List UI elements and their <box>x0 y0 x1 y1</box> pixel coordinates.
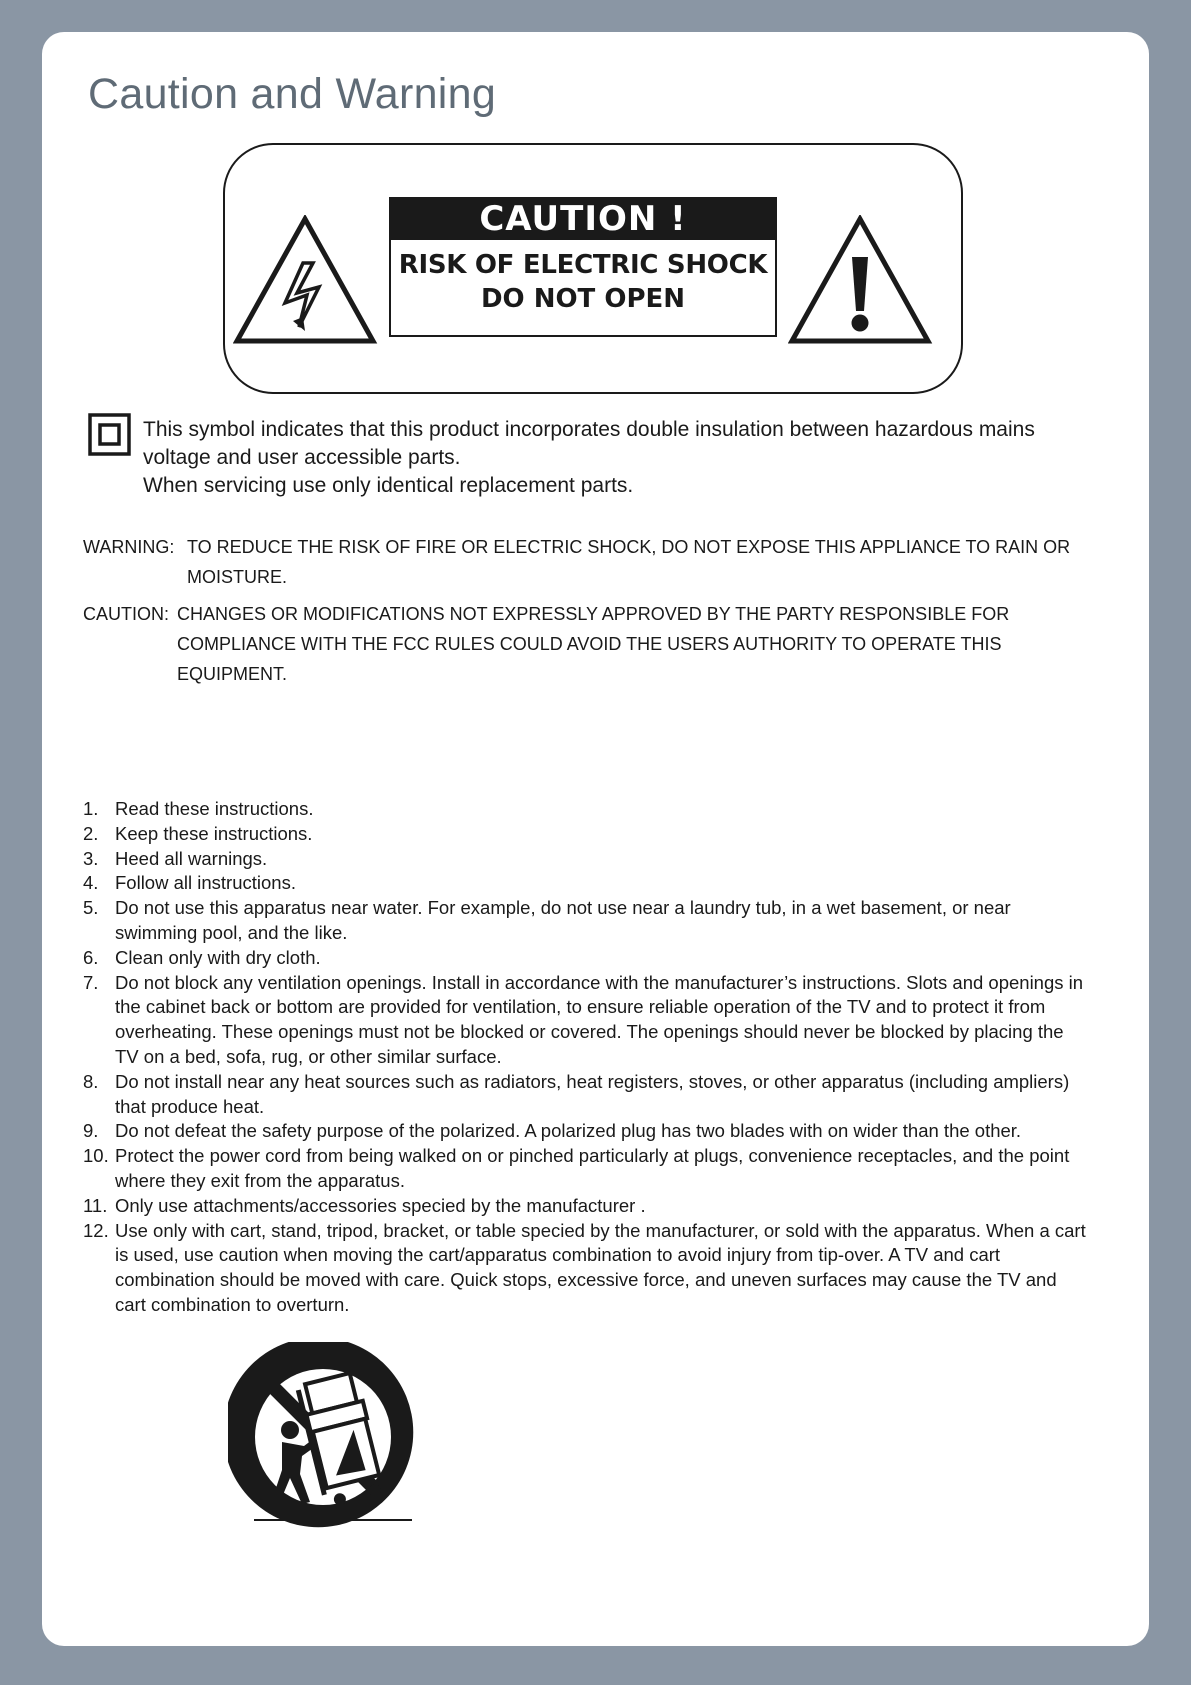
cart-tip-over-warning-icon <box>228 1342 418 1532</box>
instruction-number: 10. <box>83 1145 109 1167</box>
warning-notice <box>83 532 1093 592</box>
page-title: Caution and Warning <box>88 70 497 118</box>
double-insulation-text <box>143 416 1153 500</box>
exclamation-warning-icon <box>788 215 933 345</box>
instruction-item <box>83 1144 1088 1194</box>
caution-heading: CAUTION ! <box>391 199 775 240</box>
instruction-number: 3. <box>83 847 99 869</box>
instruction-item <box>83 946 1088 971</box>
instruction-number: 5. <box>83 897 99 919</box>
caution-notice-label: CAUTION: <box>83 604 170 624</box>
instruction-item <box>83 1119 1088 1144</box>
instruction-text: Clean only with dry cloth. <box>115 946 321 968</box>
warning-text: TO REDUCE THE RISK OF FIRE OR ELECTRIC SHOCK, DO NOT EXPOSE THIS APPLIANCE TO RAIN OR MOISTURE. <box>187 537 1071 587</box>
instruction-item <box>83 1219 1088 1318</box>
instruction-text: Protect the power cord from being walked on or pinched particularly at plugs, convenience receptacles, and the point where they exit from the apparatus. <box>115 1145 1070 1191</box>
instruction-number: 8. <box>83 1070 99 1092</box>
instruction-item <box>83 896 1088 946</box>
instruction-text: Keep these instructions. <box>115 822 313 844</box>
instruction-text: Do not defeat the safety purpose of the polarized. A polarized plug has two blades with on wider than the other. <box>115 1120 1022 1142</box>
safety-instructions-list <box>83 797 1088 1318</box>
instruction-item <box>83 822 1088 847</box>
instruction-item <box>83 971 1088 1070</box>
instruction-number: 2. <box>83 822 99 844</box>
instruction-text: Only use attachments/accessories specied by the manufacturer . <box>115 1194 646 1216</box>
instruction-number: 9. <box>83 1120 99 1142</box>
symbol-text-line-1: This symbol indicates that this product incorporates double insulation between hazardous mains voltage and user accessible parts. <box>143 418 1035 469</box>
caution-notice-text: CHANGES OR MODIFICATIONS NOT EXPRESSLY APPROVED BY THE PARTY RESPONSIBLE FOR COMPLIANCE WITH THE FCC RULES COULD AVOID THE USERS AUTHORITY TO OPERATE THIS EQUIPMENT. <box>177 604 1010 684</box>
instruction-item <box>83 1070 1088 1120</box>
instruction-text: Do not use this apparatus near water. For example, do not use near a laundry tub, in a wet basement, or near swimming pool, and the like. <box>115 897 1011 943</box>
warning-label: WARNING: <box>83 537 175 557</box>
instruction-number: 12. <box>83 1219 109 1241</box>
instruction-item <box>83 847 1088 872</box>
instruction-number: 11. <box>83 1194 108 1216</box>
instruction-number: 4. <box>83 872 99 894</box>
instruction-text: Do not block any ventilation openings. Install in accordance with the manufacturer’s instructions. Slots and openings in the cabinet back or bottom are provided for ventilation, to ensure reliable operation of the TV and to protect it from overheating. These openings must not be blocked or covered. The openings should never be blocked by placing the TV on a bed, sofa, rug, or other similar surface. <box>115 971 1084 1067</box>
instruction-text: Heed all warnings. <box>115 847 268 869</box>
instruction-number: 1. <box>83 798 99 819</box>
instruction-text: Follow all instructions. <box>115 872 296 894</box>
electric-shock-warning-icon <box>233 215 378 345</box>
symbol-text-line-2: When servicing use only identical replacement parts. <box>143 474 634 497</box>
instruction-number: 6. <box>83 946 99 968</box>
caution-label <box>389 197 777 337</box>
caution-line-1: RISK OF ELECTRIC SHOCK <box>398 250 768 280</box>
instruction-text: Read these instructions. <box>115 798 314 819</box>
instruction-text: Do not install near any heat sources such as radiators, heat registers, stoves, or other apparatus (including ampliers) that produce heat. <box>115 1070 1070 1117</box>
double-insulation-icon <box>88 413 131 456</box>
instruction-item <box>83 797 1088 822</box>
instruction-text: Use only with cart, stand, tripod, bracket, or table specied by the manufacturer, or sold with the apparatus. When a cart is used, use caution when moving the cart/apparatus combination to avoid injury from tip-over. A TV and cart combination should be moved with care. Quick stops, excessive force, and uneven surfaces may cause the TV and cart combination to overturn. <box>115 1219 1086 1315</box>
caution-line-2: DO NOT OPEN <box>480 284 686 314</box>
instruction-item <box>83 871 1088 896</box>
caution-notice <box>83 599 1093 689</box>
instruction-item <box>83 1194 1088 1219</box>
instruction-number: 7. <box>83 971 99 993</box>
